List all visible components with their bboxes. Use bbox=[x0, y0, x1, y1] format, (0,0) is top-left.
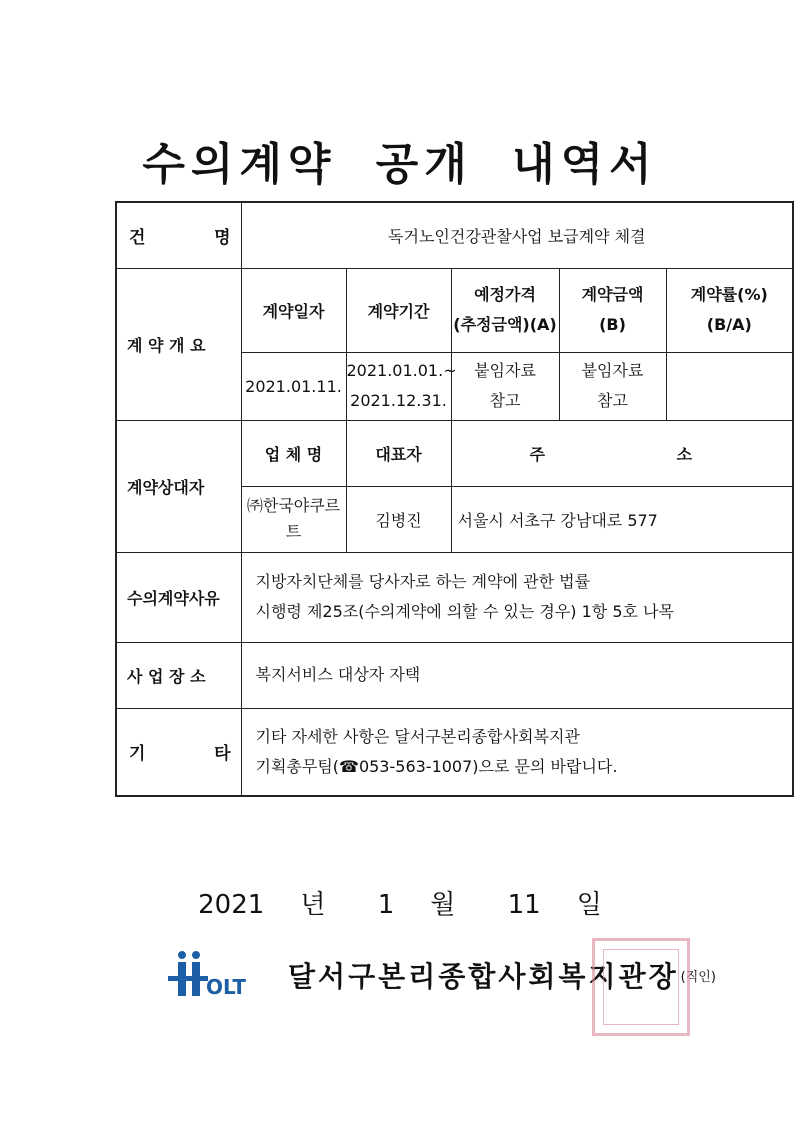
document-date: 2021 년 1 월 11 일 bbox=[198, 890, 602, 920]
header-company: 업 체 명 bbox=[241, 420, 346, 486]
reason-value: 지방자치단체를 당사자로 하는 계약에 관한 법률 시행령 제25조(수의계약에 의할 수 있는 경우) 1항 5호 나목 bbox=[241, 552, 793, 642]
estimated-price-value: 붙임자료 참고 bbox=[451, 352, 559, 420]
label-place: 사 업 장 소 bbox=[116, 642, 241, 708]
address-value: 서울시 서초구 강남대로 577 bbox=[451, 486, 793, 552]
label-name: 건 명 bbox=[116, 202, 241, 268]
contract-rate-value bbox=[666, 352, 793, 420]
contract-period-value: 2021.01.01.~ 2021.12.31. bbox=[346, 352, 451, 420]
official-seal-stamp bbox=[592, 938, 690, 1036]
header-estimated-price: 예정가격 (추정금액)(A) bbox=[451, 268, 559, 352]
etc-value: 기타 자세한 사항은 달서구본리종합사회복지관 기획총무팀(☎053-563-1007)으로 문의 바랍니다. bbox=[241, 708, 793, 796]
label-etc: 기 타 bbox=[116, 708, 241, 796]
row-etc bbox=[116, 708, 793, 796]
document-title: 수의계약 공개 내역서 bbox=[142, 139, 658, 190]
contract-amount-value: 붙임자료 참고 bbox=[559, 352, 666, 420]
company-value: ㈜한국야쿠르 트 bbox=[241, 486, 346, 552]
header-contract-date: 계약일자 bbox=[241, 268, 346, 352]
label-overview: 계 약 개 요 bbox=[116, 268, 241, 420]
header-contract-period: 계약기간 bbox=[346, 268, 451, 352]
row-counterparty-header bbox=[116, 420, 793, 486]
representative-value: 김병진 bbox=[346, 486, 451, 552]
place-value: 복지서비스 대상자 자택 bbox=[241, 642, 793, 708]
svg-text:OLT: OLT bbox=[206, 975, 247, 999]
label-counterparty: 계약상대자 bbox=[116, 420, 241, 552]
contract-table bbox=[115, 201, 794, 797]
row-reason bbox=[116, 552, 793, 642]
organization-name: 달서구본리종합사회복지관장 bbox=[288, 960, 679, 993]
row-overview-header bbox=[116, 268, 793, 352]
header-contract-rate: 계약률(%) (B/A) bbox=[666, 268, 793, 352]
header-address: 주 소 bbox=[451, 420, 793, 486]
contract-name-value: 독거노인건강관찰사업 보급계약 체결 bbox=[241, 202, 793, 268]
header-representative: 대표자 bbox=[346, 420, 451, 486]
contract-date-value: 2021.01.11. bbox=[241, 352, 346, 420]
row-name bbox=[116, 202, 793, 268]
organization-logo-icon bbox=[168, 950, 268, 1000]
header-contract-amount: 계약금액 (B) bbox=[559, 268, 666, 352]
row-place bbox=[116, 642, 793, 708]
seal-label: (직인) bbox=[680, 969, 716, 985]
label-reason: 수의계약사유 bbox=[116, 552, 241, 642]
